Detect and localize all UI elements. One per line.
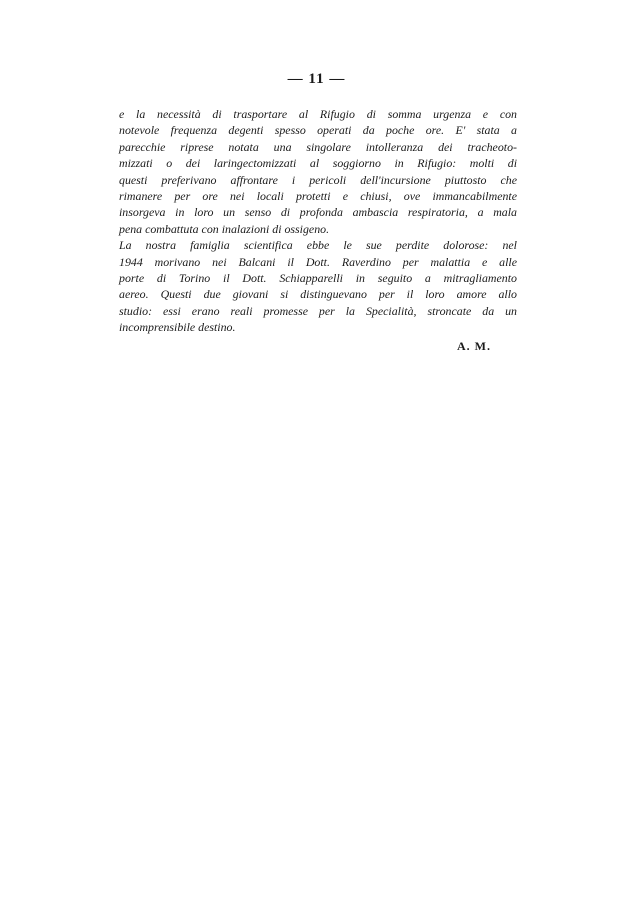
page-number: — 11 — (287, 71, 346, 87)
text-line: mizzati o dei laringectomizzati al soggiorno in Rifugio: molti di (119, 156, 517, 171)
paragraph-1 (119, 106, 517, 237)
text-line: La nostra famiglia scientifica ebbe le sue perdite dolorose: nel (119, 238, 517, 253)
text-line: parecchie riprese notata una singolare intolleranza dei tracheoto- (119, 139, 517, 154)
text-line: notevole frequenza degenti spesso operati da poche ore. E' stata a (119, 123, 517, 138)
text-line: incomprensibile destino. (119, 320, 236, 335)
text-line: porte di Torino il Dott. Schiapparelli in seguito a mitragliamento (119, 271, 517, 286)
signature: A. M. (457, 339, 491, 353)
text-line: rimanere per ore nei locali protetti e chiusi, ove immancabilmente (119, 189, 517, 204)
body-text (119, 106, 517, 336)
text-line: 1944 morivano nei Balcani il Dott. Raverdino per malattia e alle (119, 254, 517, 269)
text-line: studio: essi erano reali promesse per la Specialità, stroncate da un (119, 303, 517, 318)
text-line: e la necessità di trasportare al Rifugio di somma urgenza e con (119, 107, 517, 121)
text-line: questi preferivano affrontare i pericoli dell'incursione piuttosto che (119, 172, 517, 187)
paragraph-2 (119, 237, 517, 335)
text-line: aereo. Questi due giovani si distinguevano per il loro amore allo (119, 287, 517, 302)
text-line: pena combattuta con inalazioni di ossigeno. (119, 221, 330, 236)
text-line: insorgeva in loro un senso di profonda ambascia respiratoria, a mala (119, 205, 517, 220)
